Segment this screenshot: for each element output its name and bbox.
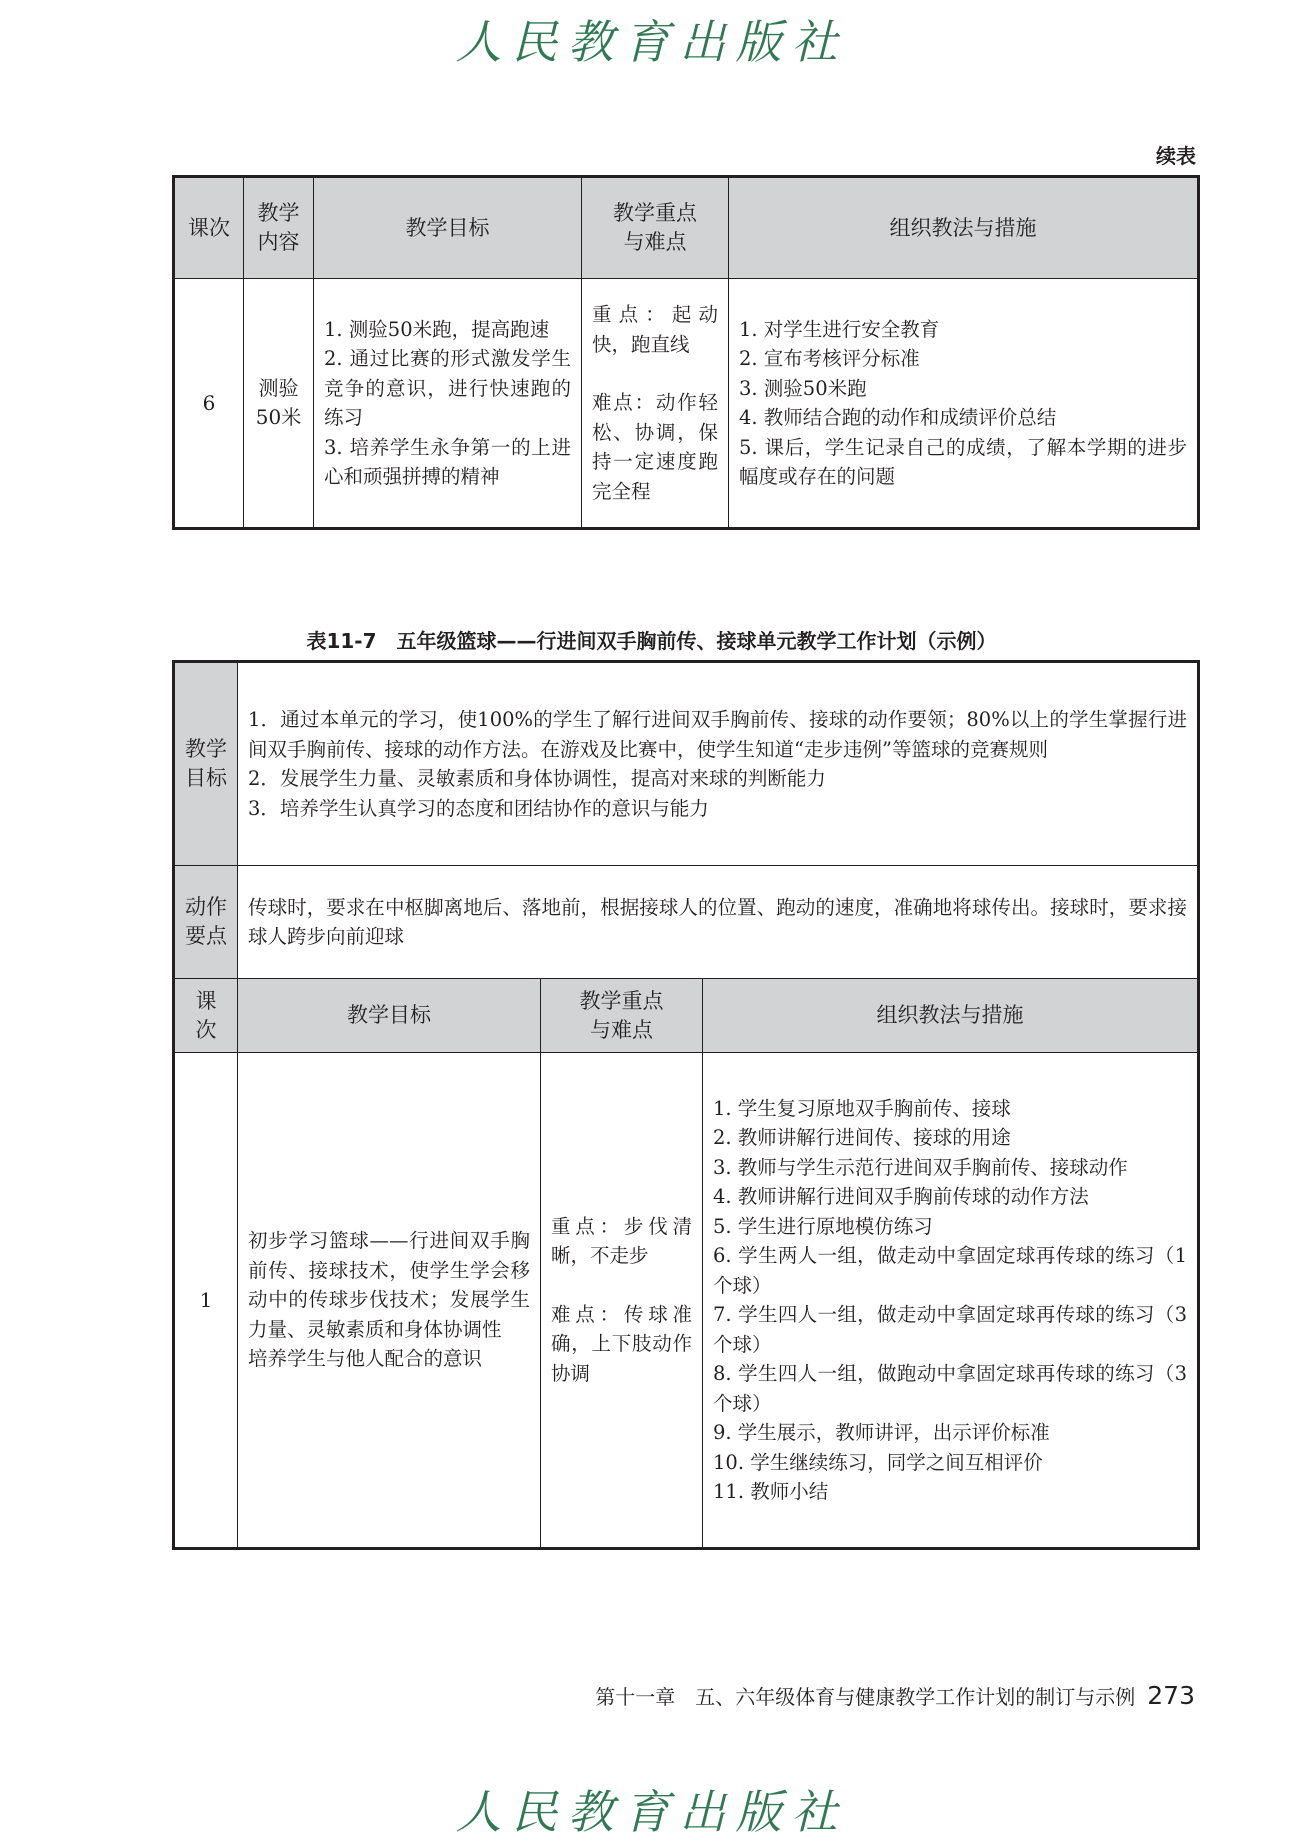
publisher-logo-bottom: 人民教育出版社 [455, 1785, 848, 1839]
objective-item: 2. 通过比赛的形式激发学生竞争的意识，进行快速跑的练习 [324, 347, 571, 429]
table-row [174, 279, 1199, 529]
method-item: 4. 教师讲解行进间双手胸前传球的动作方法 [713, 1185, 1089, 1208]
difficulty: 难点：传球准确，上下肢动作协调 [551, 1302, 692, 1385]
method-item: 7. 学生四人一组，做走动中拿固定球再传球的练习（3个球） [713, 1303, 1188, 1356]
lesson-keypoints [582, 279, 729, 529]
page-footer [300, 1681, 1195, 1710]
publisher-logo-top: 人民教育出版社 [455, 15, 848, 69]
method-item: 11. 教师小结 [713, 1480, 829, 1503]
objective-item: 培养学生与他人配合的意识 [248, 1347, 483, 1371]
header-keypoints: 教学重点与难点 [541, 979, 703, 1053]
lesson-keypoints [541, 1053, 703, 1549]
goals-cell [238, 662, 1199, 866]
chapter-title: 第十一章 五、六年级体育与健康教学工作计划的制订与示例 [595, 1685, 1136, 1709]
lesson-methods [703, 1053, 1199, 1549]
goal-item: 1．通过本单元的学习，使100%的学生了解行进间双手胸前传、接球的动作要领；80%以上的学生掌握行进间双手胸前传、接球的动作方法。在游戏及比赛中，使学生知道“走步违例”等篮球的竞赛规则 [248, 708, 1188, 761]
table-title: 表11-7 五年级篮球——行进间双手胸前传、接球单元教学工作计划（示例） [306, 629, 997, 653]
continued-table [172, 175, 1200, 530]
goals-label: 教学目标 [174, 662, 238, 866]
header-methods: 组织教法与措施 [703, 979, 1199, 1053]
objective-item: 1. 测验50米跑，提高跑速 [324, 317, 550, 341]
method-item: 1. 学生复习原地双手胸前传、接球 [713, 1096, 1011, 1120]
lesson-number: 1 [174, 1053, 238, 1549]
movement-label: 动作要点 [174, 866, 238, 979]
key-point: 重点：步伐清晰，不走步 [551, 1214, 692, 1268]
objective-item: 初步学习篮球——行进间双手胸前传、接球技术，使学生学会移动中的传球步伐技术；发展学生力量、灵敏素质和身体协调性 [248, 1229, 530, 1341]
continued-label: 续表 [1156, 144, 1196, 168]
method-item: 1. 对学生进行安全教育 [739, 317, 940, 341]
header-row [174, 177, 1199, 279]
lesson-content: 测验50米 [244, 279, 314, 529]
method-item: 4. 教师结合跑的动作和成绩评价总结 [739, 406, 1057, 429]
method-item: 6. 学生两人一组，做走动中拿固定球再传球的练习（1个球） [713, 1244, 1188, 1297]
method-item: 9. 学生展示，教师讲评，出示评价标准 [713, 1421, 1050, 1444]
objective-item: 3. 培养学生永争第一的上进心和顽强拼搏的精神 [324, 435, 571, 488]
header-lesson: 课次 [174, 177, 244, 279]
goals-row [174, 662, 1199, 866]
difficulty: 难点：动作轻松、协调，保持一定速度跑完全程 [592, 391, 718, 503]
lesson-number: 6 [174, 279, 244, 529]
movement-text: 传球时，要求在中枢脚离地后、落地前，根据接球人的位置、跑动的速度，准确地将球传出。接球时，要求接球人跨步向前迎球 [238, 866, 1199, 979]
header-lesson: 课次 [174, 979, 238, 1053]
method-item: 3. 测验50米跑 [739, 376, 867, 400]
key-point: 重点：起动快，跑直线 [592, 303, 718, 356]
method-item: 2. 教师讲解行进间传、接球的用途 [713, 1126, 1011, 1149]
header-keypoints: 教学重点与难点 [582, 177, 729, 279]
header-objectives: 教学目标 [238, 979, 541, 1053]
header-row [174, 979, 1199, 1053]
goal-item: 2．发展学生力量、灵敏素质和身体协调性，提高对来球的判断能力 [248, 767, 826, 790]
unit-plan-table [172, 660, 1200, 1550]
method-item: 2. 宣布考核评分标准 [739, 347, 920, 370]
method-item: 5. 学生进行原地模仿练习 [713, 1214, 933, 1238]
method-item: 10. 学生继续练习，同学之间互相评价 [713, 1450, 1043, 1474]
method-item: 8. 学生四人一组，做跑动中拿固定球再传球的练习（3个球） [713, 1362, 1188, 1415]
header-methods: 组织教法与措施 [729, 177, 1199, 279]
header-objectives: 教学目标 [314, 177, 582, 279]
table-row [174, 1053, 1199, 1549]
page-number: 273 [1147, 1681, 1195, 1710]
movement-row [174, 866, 1199, 979]
lesson-methods [729, 279, 1199, 529]
method-item: 3. 教师与学生示范行进间双手胸前传、接球动作 [713, 1155, 1128, 1179]
lesson-objectives [314, 279, 582, 529]
method-item: 5. 课后，学生记录自己的成绩，了解本学期的进步幅度或存在的问题 [739, 435, 1187, 488]
goal-item: 3．培养学生认真学习的态度和团结协作的意识与能力 [248, 796, 709, 820]
header-content: 教学内容 [244, 177, 314, 279]
lesson-objectives [238, 1053, 541, 1549]
